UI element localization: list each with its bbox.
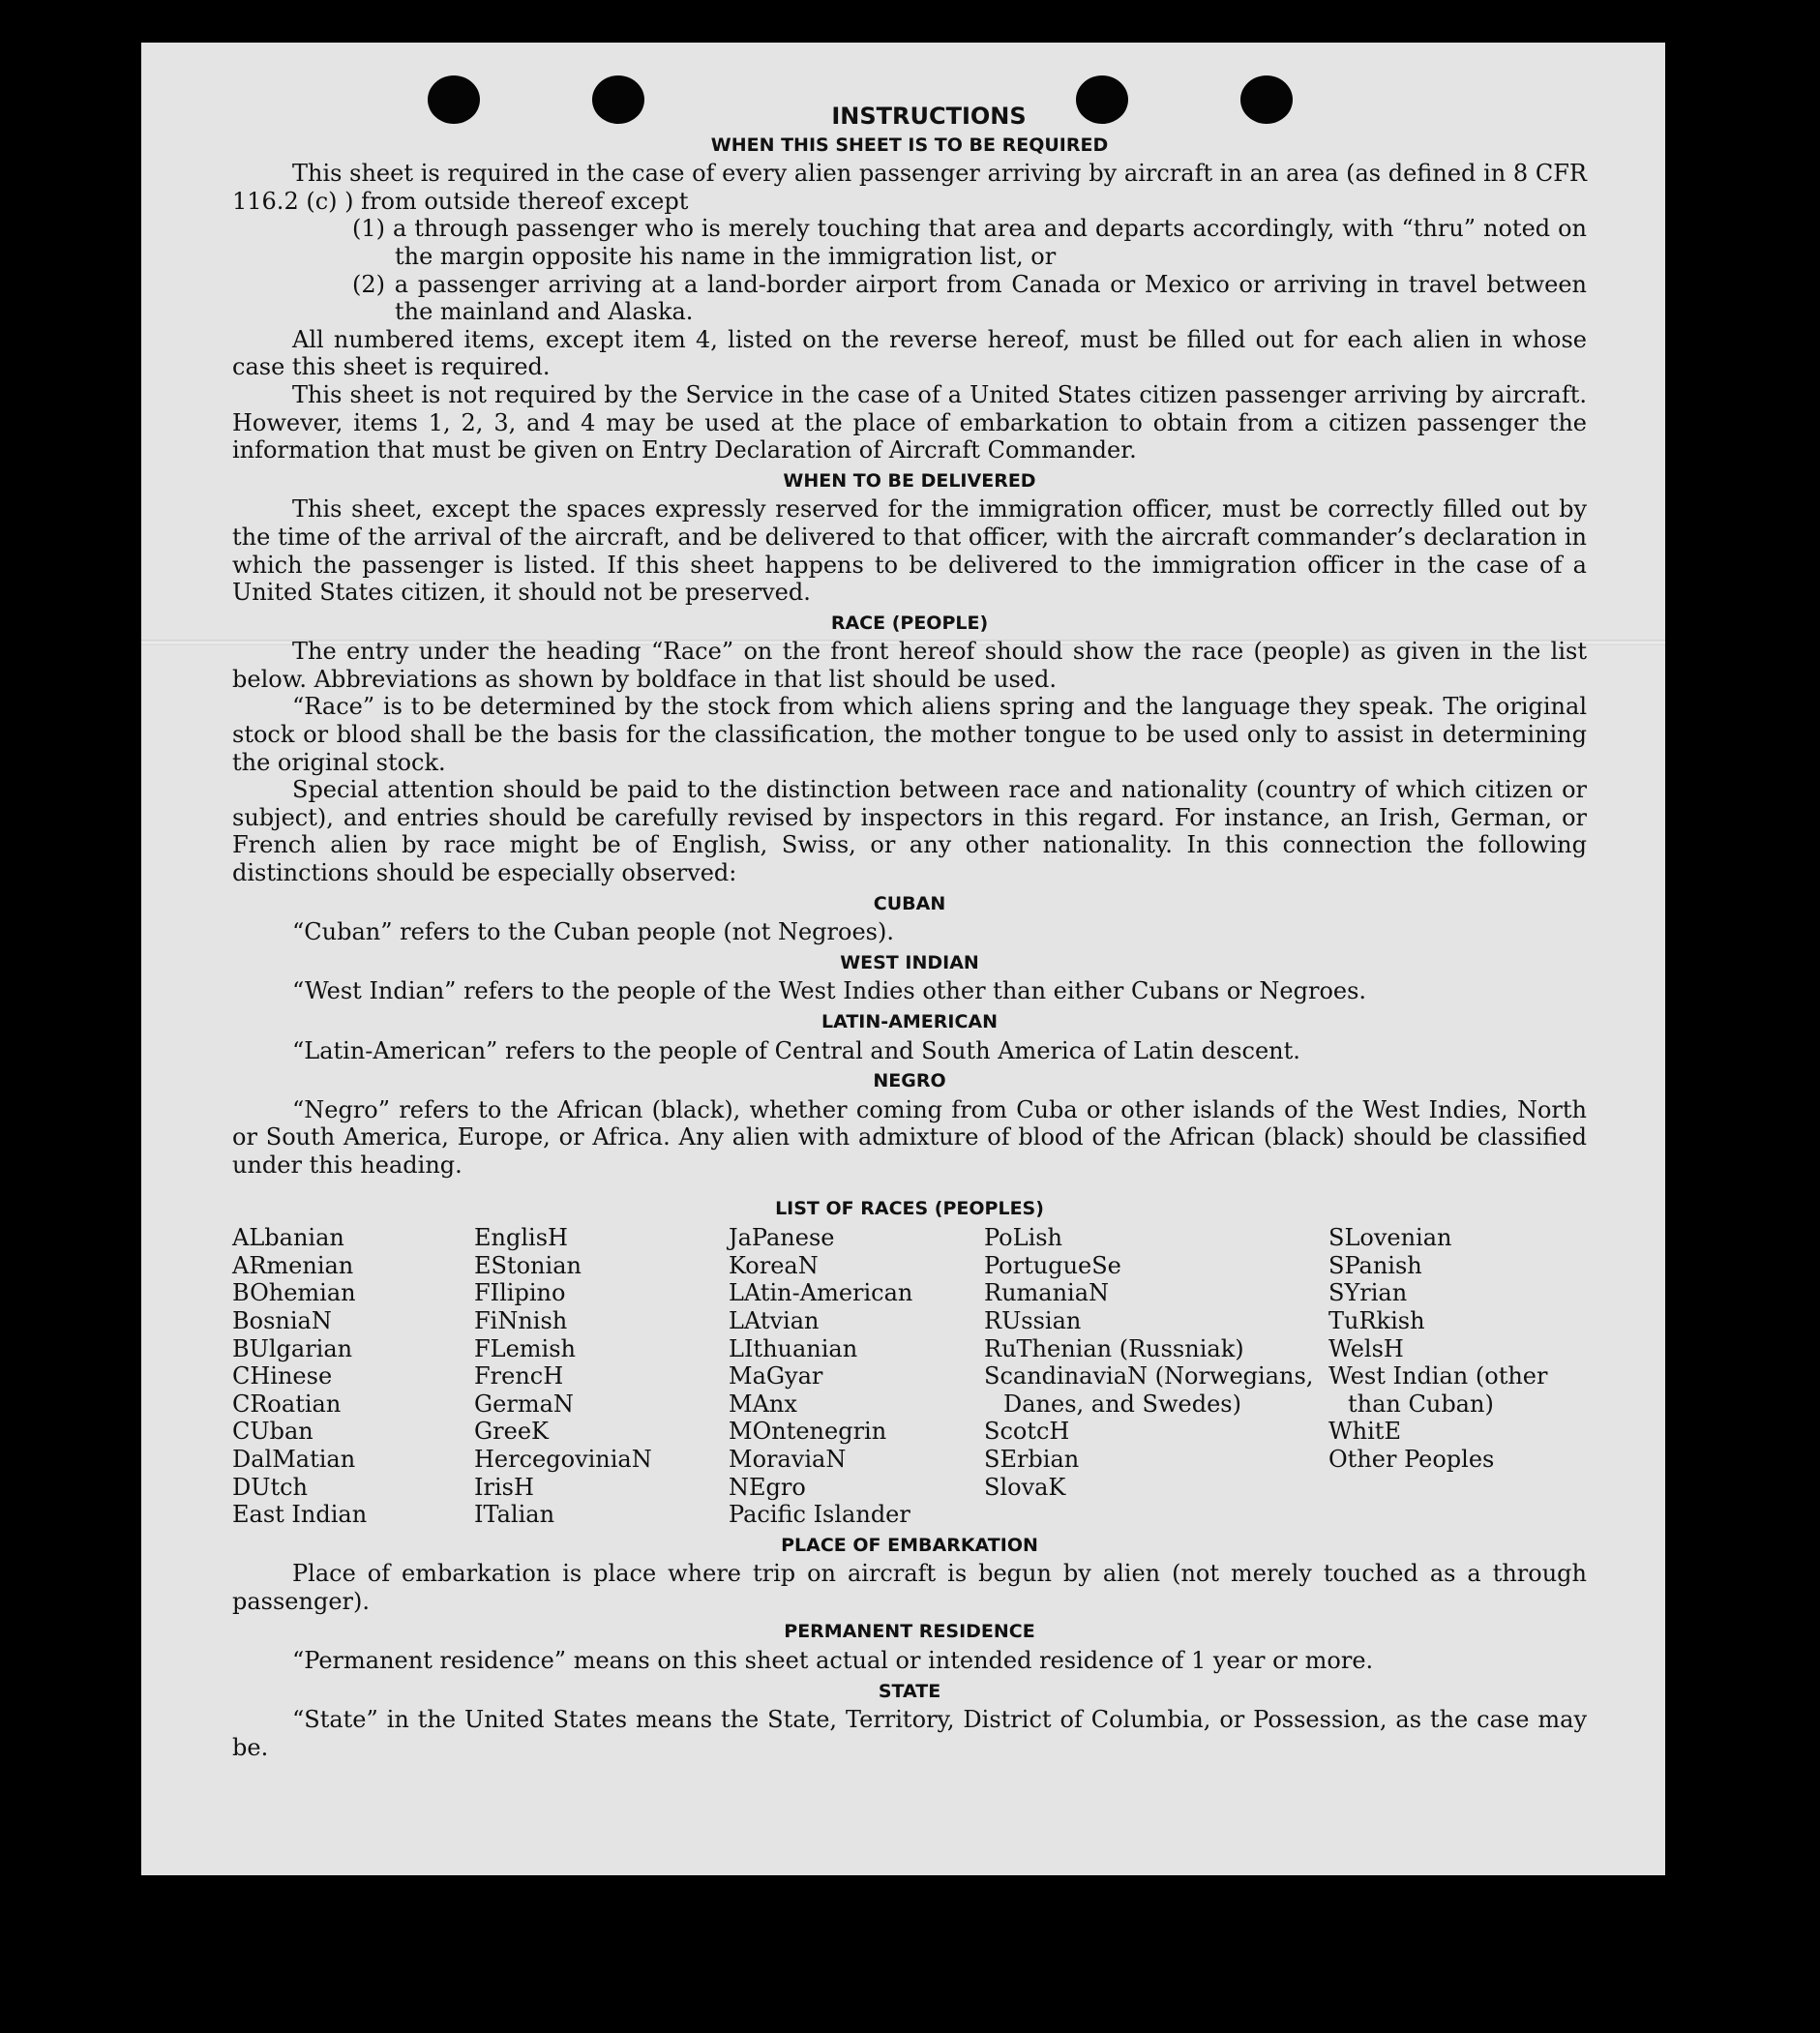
document-sheet	[141, 43, 1665, 1875]
section-heading: RACE (PEOPLE)	[830, 612, 989, 634]
race-item: KoreaN	[729, 1251, 819, 1279]
race-item: BosniaN	[232, 1306, 332, 1334]
race-item: PortugueSe	[984, 1251, 1121, 1279]
race-item: RUssian	[984, 1306, 1082, 1334]
race-item: MaGyar	[729, 1362, 823, 1390]
race-item: IrisH	[474, 1473, 534, 1501]
races-column-1	[232, 1224, 474, 1529]
race-item: SErbian	[984, 1445, 1080, 1473]
race-item: MAnx	[729, 1390, 797, 1418]
race-item: CHinese	[232, 1362, 333, 1390]
races-list	[232, 1224, 1587, 1529]
section-heading: LATIN-AMERICAN	[821, 1011, 998, 1032]
race-item: FiNnish	[474, 1306, 568, 1334]
race-item: WelsH	[1328, 1334, 1404, 1362]
paragraph: This sheet, except the spaces expressly reserved for the immigration officer, must be correctly filled out by the time of the arrival of the aircraft, and be delivered to that officer, with the aircraft commander’s declaration in which the passenger is listed. If this sheet happens to be delivered to the immigration officer in the case of a United States citizen, it should not be preserved.	[232, 495, 1587, 607]
race-item: FIlipino	[474, 1279, 566, 1307]
race-item: BUlgarian	[232, 1334, 353, 1362]
race-item: Other Peoples	[1328, 1445, 1495, 1473]
race-item: RuThenian (Russniak)	[984, 1334, 1244, 1362]
paragraph: All numbered items, except item 4, listed on the reverse hereof, must be filled out for each alien in whose case this sheet is required.	[232, 325, 1587, 381]
race-item: GreeK	[474, 1418, 549, 1446]
race-item: CRoatian	[232, 1390, 342, 1418]
paragraph: This sheet is not required by the Service in the case of a United States citizen passenger arriving by aircraft. However, items 1, 2, 3, and 4 may be used at the place of embarkation to obtain from a citizen passenger the information that must be given on Entry Declaration of Aircraft Commander.	[232, 380, 1587, 464]
race-item: East Indian	[232, 1501, 368, 1529]
race-item: MOntenegrin	[729, 1418, 887, 1446]
section-heading: NEGRO	[873, 1070, 946, 1092]
race-item: RumaniaN	[984, 1279, 1110, 1307]
race-item: TuRkish	[1328, 1306, 1425, 1334]
paragraph: “Cuban” refers to the Cuban people (not Negroes).	[292, 918, 894, 946]
race-item: CUban	[232, 1418, 313, 1446]
paragraph: This sheet is required in the case of every alien passenger arriving by aircraft in an area (as defined in 8 CFR 116.2 (c) ) from outside thereof except	[232, 160, 1587, 215]
section-heading: WHEN TO BE DELIVERED	[783, 469, 1036, 492]
instructions-text	[232, 103, 1587, 1761]
race-item: NEgro	[729, 1473, 806, 1501]
races-column-5	[1328, 1224, 1587, 1529]
race-item: LAtin-American	[729, 1279, 913, 1307]
list-item: (1) a through passenger who is merely touching that area and departs accordingly, with “thru” noted on the margin opposite his name in the immigration list, or	[352, 215, 1587, 270]
races-column-3	[729, 1224, 984, 1529]
race-item: EnglisH	[474, 1224, 568, 1252]
section-heading: PERMANENT RESIDENCE	[784, 1621, 1035, 1643]
race-item: LAtvian	[729, 1306, 820, 1334]
race-item: HercegoviniaN	[474, 1445, 652, 1473]
race-item: FLemish	[474, 1334, 576, 1362]
section-heading: WEST INDIAN	[840, 951, 979, 973]
paragraph: “Permanent residence” means on this sheet actual or intended residence of 1 year or more.	[292, 1647, 1374, 1675]
races-column-2	[474, 1224, 729, 1529]
race-item: ScotcH	[984, 1418, 1070, 1446]
race-item: MoraviaN	[729, 1445, 847, 1473]
race-item: EStonian	[474, 1251, 582, 1279]
page-title: INSTRUCTIONS	[831, 103, 1027, 130]
paragraph: “State” in the United States means the State, Territory, District of Columbia, or Possession, as the case may be.	[232, 1706, 1587, 1761]
paragraph: “West Indian” refers to the people of the West Indies other than either Cubans or Negroes.	[292, 977, 1367, 1005]
race-item: WhitE	[1328, 1418, 1401, 1446]
paragraph: “Latin-American” refers to the people of Central and South America of Latin descent.	[292, 1036, 1300, 1064]
race-item: SYrian	[1328, 1279, 1408, 1307]
race-item: DUtch	[232, 1473, 309, 1501]
paragraph: Special attention should be paid to the distinction between race and nationality (country of which citizen or subject), and entries should be carefully revised by inspectors in this regard. For instance, an Irish, German, or French alien by race might be of English, Swiss, or any other nationality. In this connection the following distinctions should be especially observed:	[232, 776, 1587, 887]
race-item: PoLish	[984, 1224, 1063, 1252]
race-item: SPanish	[1328, 1251, 1422, 1279]
list-item: (2) a passenger arriving at a land-border airport from Canada or Mexico or arriving in travel between the mainland and Alaska.	[352, 270, 1587, 326]
race-item: Pacific Islander	[729, 1501, 910, 1529]
race-item: FrencH	[474, 1362, 564, 1390]
race-item: DalMatian	[232, 1445, 356, 1473]
races-column-4	[984, 1224, 1328, 1529]
race-item: GermaN	[474, 1390, 574, 1418]
race-item: West Indian (other than Cuban)	[1328, 1362, 1548, 1418]
paragraph: “Race” is to be determined by the stock from which aliens spring and the language they speak. The original stock or blood shall be the basis for the classification, the mother tongue to be used only to assist in determining the original stock.	[232, 693, 1587, 776]
race-item: LIthuanian	[729, 1334, 858, 1362]
paragraph: “Negro” refers to the African (black), whether coming from Cuba or other islands of the West Indies, North or South America, Europe, or Africa. Any alien with admixture of blood of the African (black) should be classified under this heading.	[232, 1095, 1587, 1179]
paragraph: Place of embarkation is place where trip on aircraft is begun by alien (not merely touched as a through passenger).	[232, 1560, 1587, 1615]
section-heading: STATE	[878, 1680, 941, 1702]
paragraph: The entry under the heading “Race” on the front hereof should show the race (people) as given in the list below. Abbreviations as shown by boldface in that list should be used.	[232, 638, 1587, 693]
race-item: BOhemian	[232, 1279, 356, 1307]
race-item: JaPanese	[729, 1224, 835, 1252]
race-item: SLovenian	[1328, 1224, 1452, 1252]
section-heading: CUBAN	[873, 892, 946, 914]
section-heading: LIST OF RACES (PEOPLES)	[775, 1197, 1044, 1219]
race-item: ALbanian	[232, 1224, 344, 1252]
race-item: ITalian	[474, 1501, 555, 1529]
race-item: ARmenian	[232, 1251, 354, 1279]
section-heading: WHEN THIS SHEET IS TO BE REQUIRED	[710, 134, 1109, 156]
race-item: ScandinaviaN (Norwegians, Danes, and Swedes)	[984, 1362, 1314, 1418]
section-heading: PLACE OF EMBARKATION	[781, 1534, 1038, 1556]
race-item: SlovaK	[984, 1473, 1066, 1501]
